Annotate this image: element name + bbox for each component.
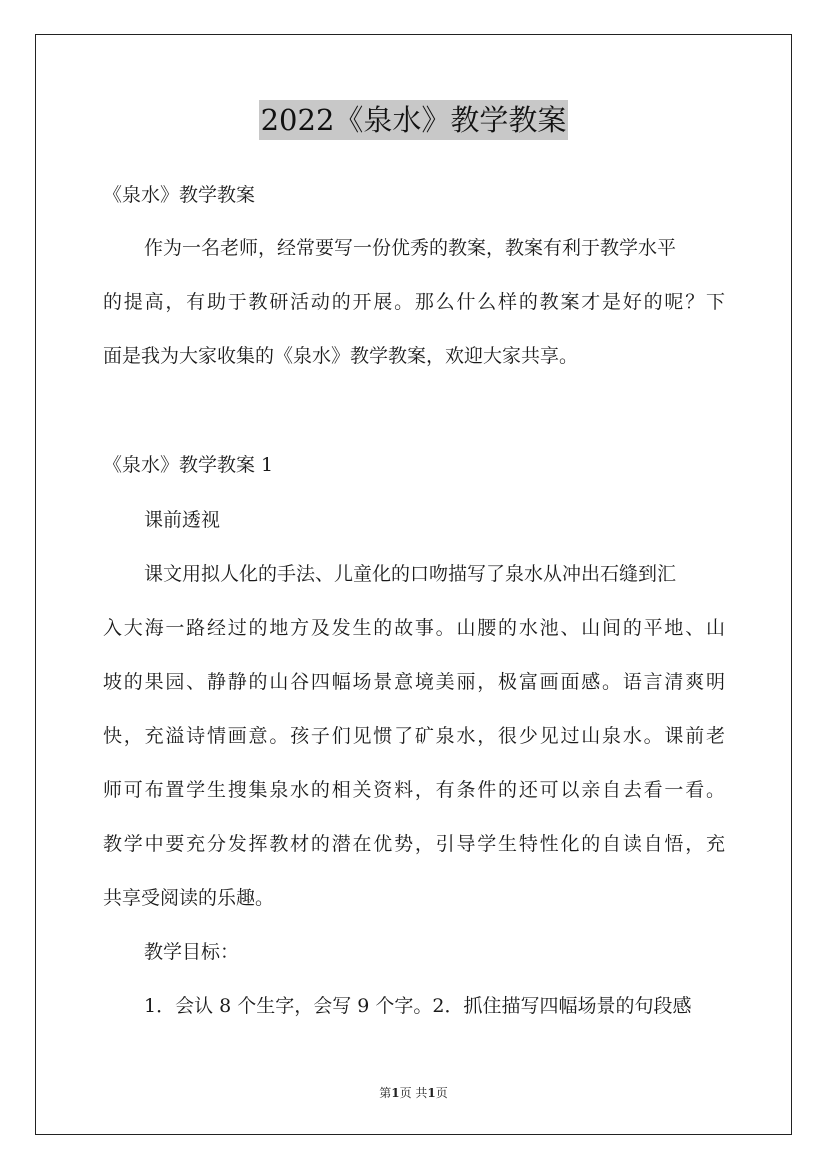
paragraph-line: 面是我为大家收集的《泉水》教学教案，欢迎大家共享。	[103, 345, 579, 367]
paragraph-line: 共享受阅读的乐趣。	[103, 887, 275, 909]
paragraph-line: 教学中要充分发挥教材的潜在优势，引导学生特性化的自读自悟，充	[103, 833, 725, 855]
page-footer	[0, 1085, 827, 1101]
footer-page-prefix: 第	[379, 1086, 392, 1100]
subsection-heading: 课前透视	[144, 509, 221, 531]
paragraph-line: 快，充溢诗情画意。孩子们见惯了矿泉水，很少见过山泉水。课前老	[103, 725, 725, 747]
footer-page-suffix: 页	[435, 1086, 448, 1100]
paragraph-line: 1．会认 8 个生字，会写 9 个字。2．抓住描写四幅场景的句段感	[144, 995, 692, 1017]
paragraph-line: 课文用拟人化的手法、儿童化的口吻描写了泉水从冲出石缝到汇	[144, 563, 677, 585]
section-heading: 《泉水》教学教案 1	[103, 454, 274, 476]
paragraph-line: 师可布置学生搜集泉水的相关资料，有条件的还可以亲自去看一看。	[103, 779, 725, 801]
footer-page-mid: 页 共	[399, 1086, 428, 1100]
paragraph-line: 作为一名老师，经常要写一份优秀的教案，教案有利于教学水平	[144, 237, 677, 259]
paragraph-line: 入大海一路经过的地方及发生的故事。山腰的水池、山间的平地、山	[103, 617, 725, 639]
document-title: 2022《泉水》教学教案	[259, 100, 569, 140]
subsection-heading: 教学目标：	[144, 941, 240, 963]
footer-total-pages: 1	[427, 1086, 436, 1100]
paragraph-line: 的提高，有助于教研活动的开展。那么什么样的教案才是好的呢？下	[103, 291, 725, 313]
title-container	[0, 100, 827, 140]
footer-page-number: 1	[391, 1086, 400, 1100]
subtitle-line: 《泉水》教学教案	[103, 184, 256, 206]
paragraph-line: 坡的果园、静静的山谷四幅场景意境美丽，极富画面感。语言清爽明	[103, 671, 725, 693]
